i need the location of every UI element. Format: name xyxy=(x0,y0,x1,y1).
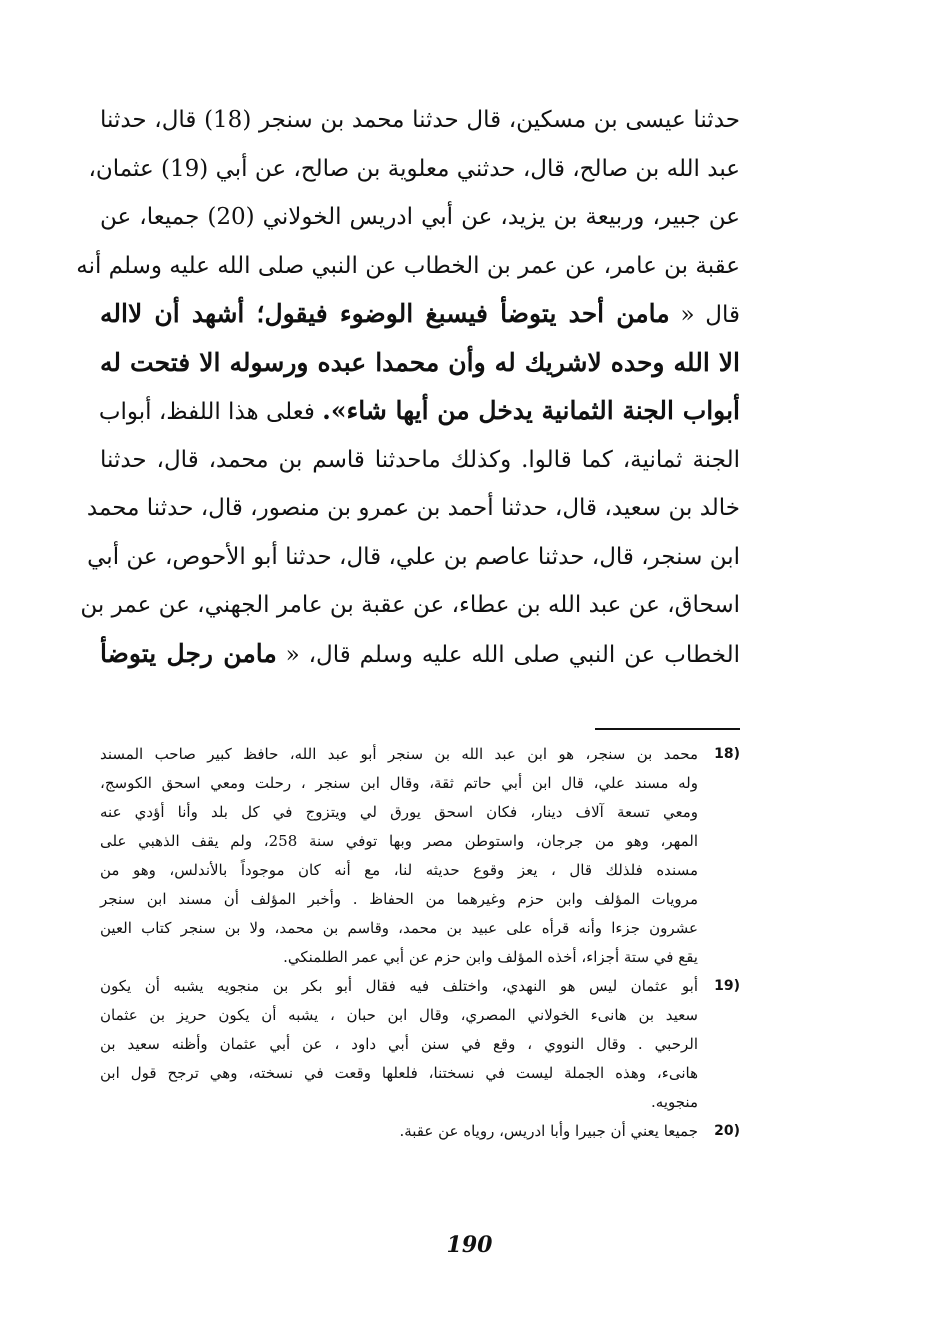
footnote-line: ومعي تسعة آلاف دينار، فكان اسحق يورق لي ويتزوج في كل بلد وأنا أؤدي عنه xyxy=(100,803,698,821)
footnote-line: مرويات المؤلف وابن حزم وغيرهما من الحفاظ . وأخبر المؤلف أن مسند ابن سنجر xyxy=(100,890,698,908)
main-text-line: الجنة ثمانية، كما قالوا. وكذلك ماحدثنا قاسم بن محمد، قال، حدثنا xyxy=(100,446,740,473)
hadith-intro: الخطاب عن النبي صلى الله عليه وسلم قال، « xyxy=(276,641,741,668)
main-text-line: اسحاق، عن عبد الله بن عطاء، عن عقبة بن عامر الجهني، عن عمر بن xyxy=(80,592,740,618)
footnote-line: منجويه. xyxy=(651,1093,698,1111)
hadith-text-bold: مامن رجل يتوضأ xyxy=(100,638,277,668)
main-text-line-hadith-start xyxy=(100,290,740,339)
hadith-intro: قال « xyxy=(669,302,740,328)
footnote-line: محمد بن سنجر، هو ابن عبد الله بن سنجر أبو عبد الله، حافظ كبير صاحب المسند xyxy=(100,745,698,763)
main-text-block xyxy=(76,96,741,678)
footnote-number: 18) xyxy=(714,746,740,762)
footnote-line: يقع في ستة أجزاء، أخذه المؤلف وابن حزم عن أبي عمر الطلمنكي. xyxy=(283,948,698,966)
hadith-text-bold: مامن أحد يتوضأ فيسبغ الوضوء فيقول؛ أشهد أن لااله xyxy=(100,299,670,328)
footnote-18 xyxy=(100,740,740,972)
page-number: 190 xyxy=(446,1232,493,1258)
footnote-line: وله مسند علي، قال ابن أبي حاتم ثقة، وقال ابن سنجر ، رحلت ومعي اسحق الكوسج، xyxy=(100,774,698,792)
footnote-line: هانىء، وهذه الجملة ليست في نسختنا، فلعلها وقعت في نسخته، وهي ترجح قول ابن xyxy=(100,1064,698,1082)
footnote-line: المهر، وهو من جرجان، واستوطن مصر وبها توفي سنة 258، ولم يقف الذهبي على xyxy=(100,832,698,850)
footnote-line: الرحبي . وقال النووي ، وقع في سنن أبي داود ، عن أبي عثمان وأظنه سعيد بن xyxy=(100,1035,698,1053)
footnote-line: أبو عثمان ليس هو النهدي، واختلف فيه فقال أبو بكر بن منجويه يشبه أن يكون xyxy=(100,977,698,995)
footnote-line: عشرون جزءا وأنه قرأه على عبيد بن محمد، وقاسم بن محمد، ولا بن سنجر كتاب العين xyxy=(100,919,698,937)
main-text-line: عقبة بن عامر، عن عمر بن الخطاب عن النبي صلى الله عليه وسلم أنه xyxy=(76,252,740,279)
main-text-line: عبد الله بن صالح، قال، حدثني معلوية بن صالح، عن أبي (19) عثمان، xyxy=(88,155,740,182)
main-text-line: عن جبير، وربيعة بن يزيد، عن أبي ادريس الخولاني (20) جميعا، عن xyxy=(100,204,740,230)
main-text-line-hadith xyxy=(100,339,740,388)
main-text-line-second-hadith xyxy=(100,630,740,679)
footnote-number: 19) xyxy=(714,978,740,994)
hadith-text-bold: أبواب الجنة الثمانية يدخل من أيها شاء». xyxy=(322,396,740,425)
footnote-line: مسنده فلذلك قال ، يعز وقوع حديثه لنا، مع أنه كان موجوداً بالأندلس، وهو من xyxy=(100,861,698,879)
main-text-line-hadith-end xyxy=(100,387,740,436)
hadith-text-bold: الا الله وحده لاشريك له وأن محمدا عبده ورسوله الا فتحت له xyxy=(100,347,740,377)
main-text-line: ابن سنجر، قال، حدثنا عاصم بن علي، قال، حدثنا أبو الأحوص، عن أبي xyxy=(87,543,740,570)
footnote-separator-rule xyxy=(595,728,740,730)
footnote-19 xyxy=(100,972,740,1117)
main-text-line: حدثنا عيسى بن مسكين، قال حدثنا محمد بن سنجر (18) قال، حدثنا xyxy=(100,107,740,133)
footnotes-block xyxy=(100,740,740,1146)
footnote-line: جميعا يعني أن جبيرا وأبا ادريس، روياه عن عقبة. xyxy=(399,1122,698,1140)
commentary-text: فعلى هذا اللفظ، أبواب xyxy=(98,399,323,425)
footnote-number: 20) xyxy=(714,1123,740,1139)
footnote-line: سعيد بن هانىء الخولاني المصري، وقال ابن حبان ، يشبه أن يكون حريز بن عثمان xyxy=(100,1006,698,1024)
main-text-line: خالد بن سعيد، قال، حدثنا أحمد بن عمرو بن منصور، قال، حدثنا محمد xyxy=(86,495,740,521)
footnote-20 xyxy=(100,1117,740,1146)
